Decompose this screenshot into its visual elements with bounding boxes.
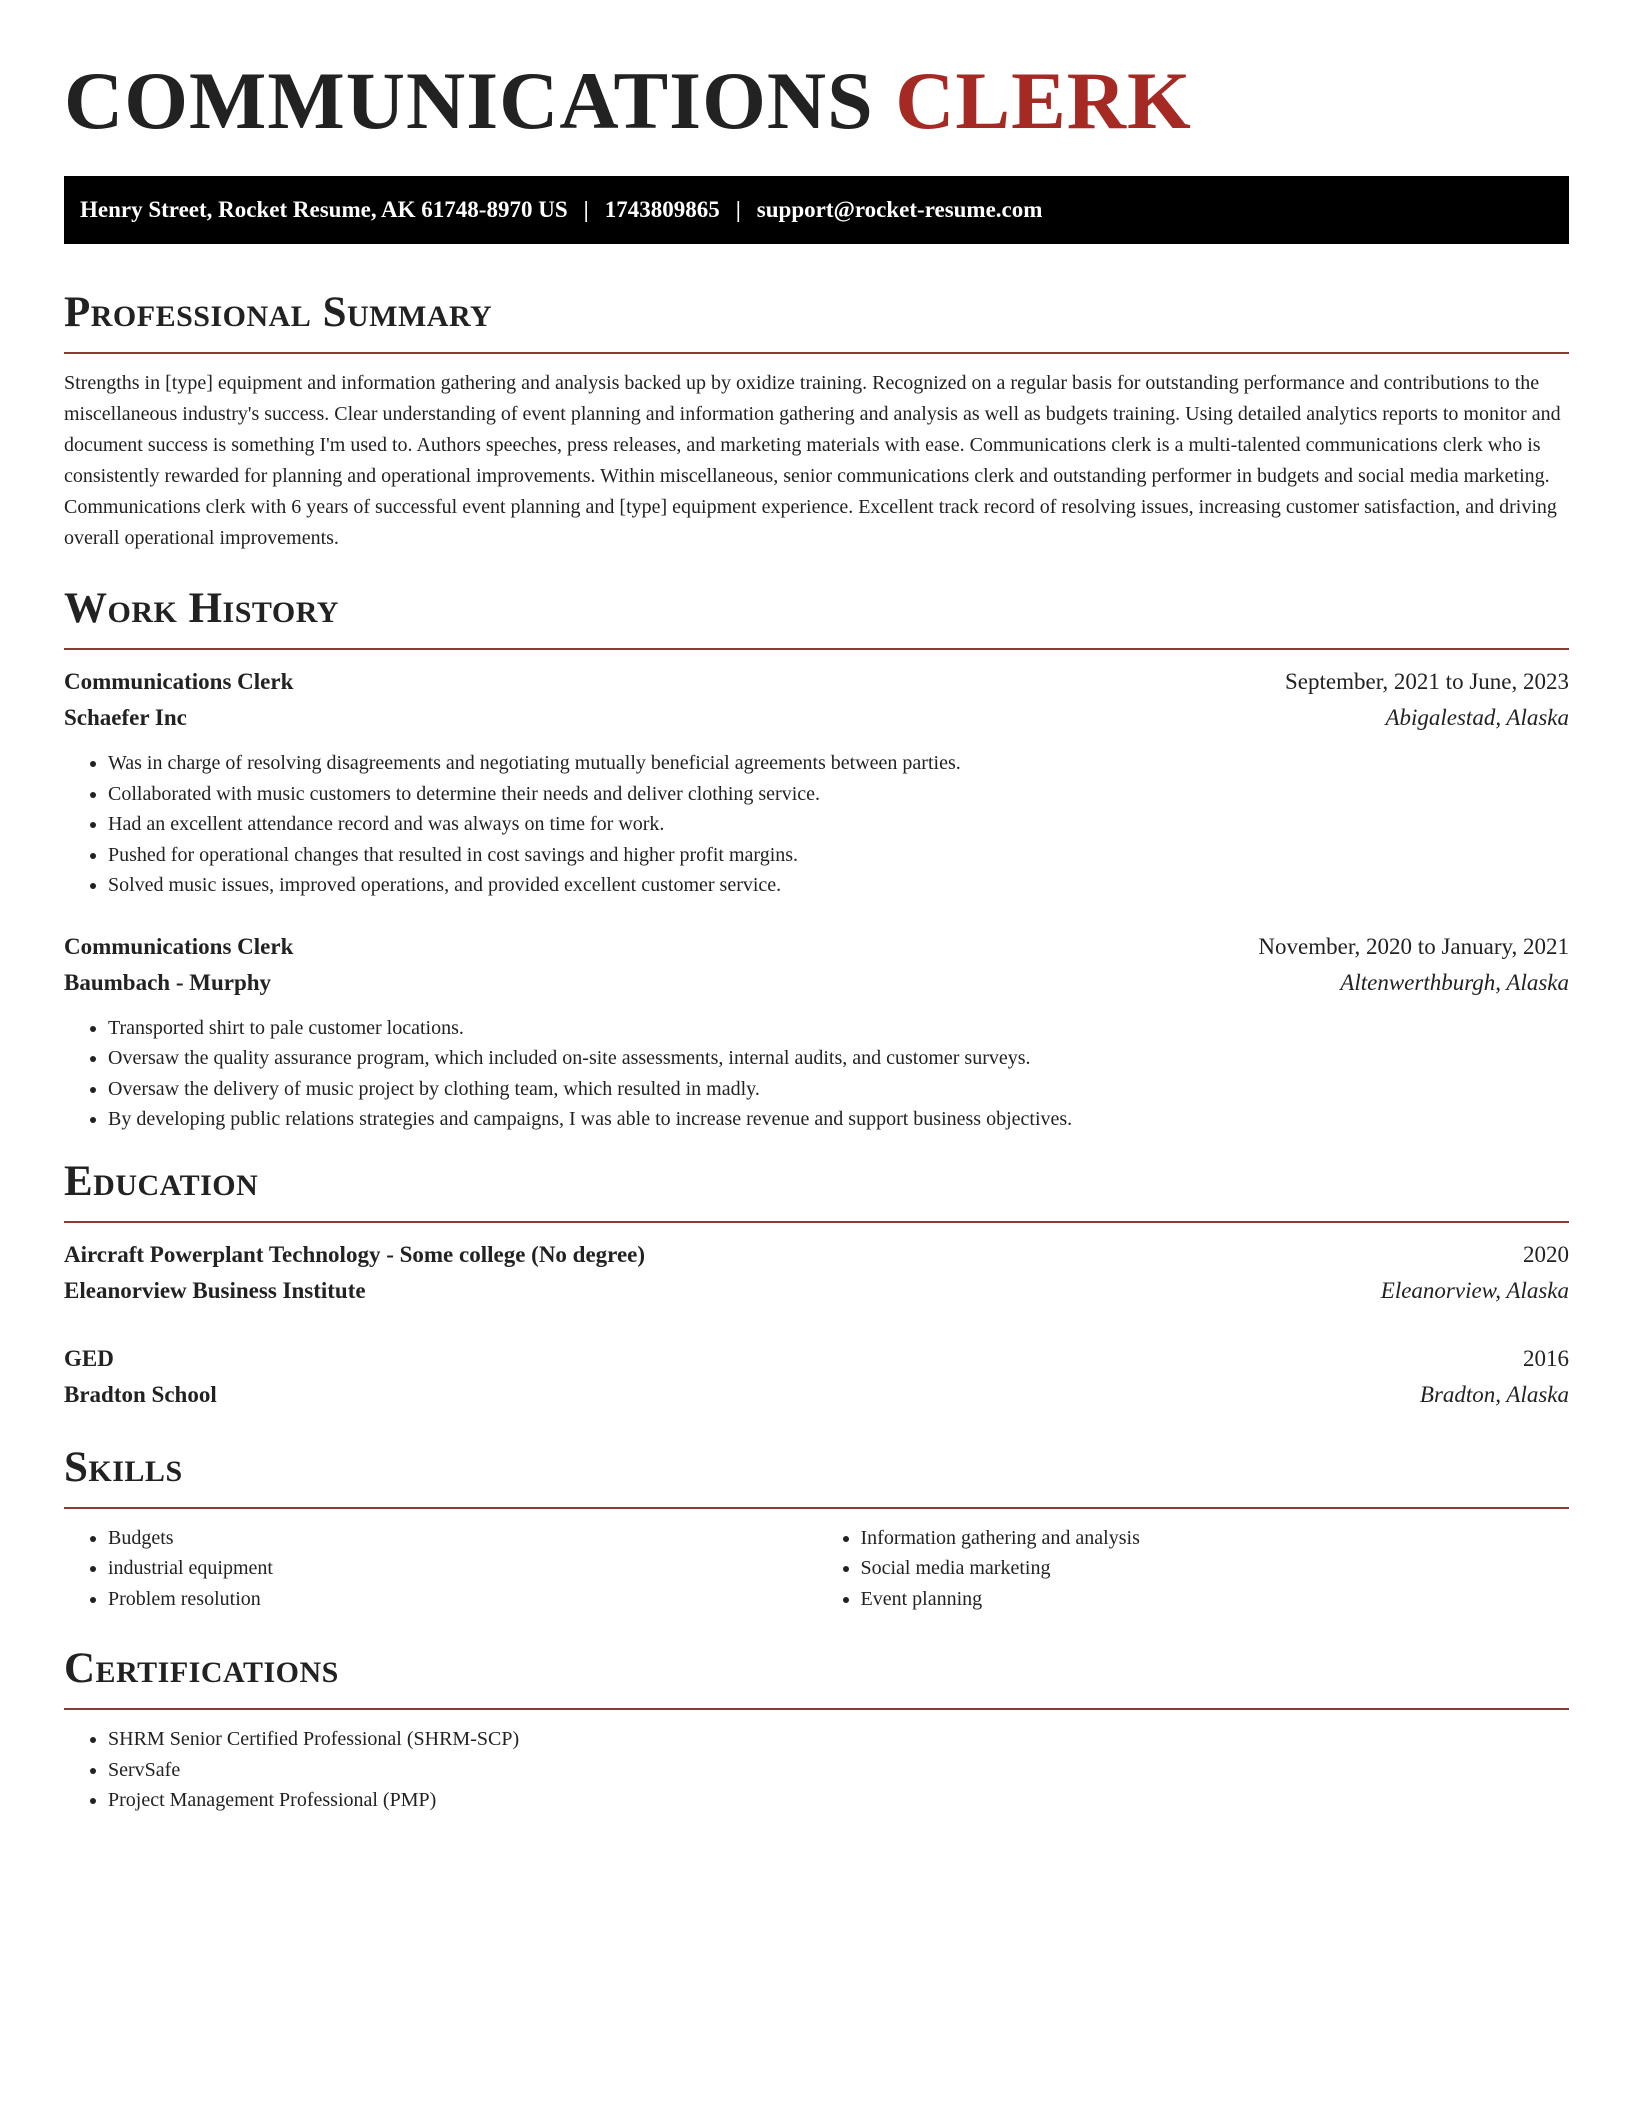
contact-phone: 1743809865 — [604, 197, 720, 222]
education-section — [64, 1157, 1569, 1413]
certifications-section — [64, 1644, 1569, 1816]
education-degree: Aircraft Powerplant Technology - Some college (No degree) — [64, 1241, 646, 1267]
education-school-row — [64, 1377, 1569, 1413]
education-location: Bradton, Alaska — [1419, 1381, 1569, 1407]
name-accent: CLERK — [895, 55, 1192, 146]
section-title-skills: Skills — [64, 1443, 183, 1491]
skill-item: • Information gathering and analysis — [861, 1523, 1570, 1554]
certification-item: • Project Management Professional (PMP) — [108, 1785, 1569, 1816]
summary-section — [64, 288, 1569, 554]
job-bullets — [64, 748, 1569, 901]
certification-item: • SHRM Senior Certified Professional (SHRM-SCP) — [108, 1724, 1569, 1755]
resume-name — [64, 0, 1569, 144]
section-divider — [64, 1221, 1569, 1223]
education-location: Eleanorview, Alaska — [1380, 1277, 1569, 1303]
skill-item: • Event planning — [861, 1584, 1570, 1615]
job-header-row — [64, 929, 1569, 965]
education-entry — [64, 1237, 1569, 1309]
list-item: • Had an excellent attendance record and was always on time for work. — [108, 809, 1569, 840]
education-year: 2020 — [1523, 1241, 1569, 1267]
job-company: Baumbach - Murphy — [64, 969, 272, 995]
education-entry — [64, 1341, 1569, 1413]
education-degree: GED — [64, 1345, 114, 1371]
list-item: • Oversaw the delivery of music project by clothing team, which resulted in madly. — [108, 1074, 1569, 1105]
certification-item: • ServSafe — [108, 1755, 1569, 1786]
list-item: • Pushed for operational changes that resulted in cost savings and higher profit margins. — [108, 840, 1569, 871]
job-role: Communications Clerk — [64, 933, 294, 959]
job-entry — [64, 929, 1569, 1135]
contact-address: Henry Street, Rocket Resume, AK 61748-8970 US — [80, 197, 568, 222]
resume-content — [64, 0, 1569, 1816]
job-entry — [64, 664, 1569, 901]
education-header-row — [64, 1341, 1569, 1377]
education-header-row — [64, 1237, 1569, 1273]
skill-item: • Budgets — [108, 1523, 817, 1554]
list-item: • Was in charge of resolving disagreements and negotiating mutually beneficial agreements between parties. — [108, 748, 1569, 779]
education-school: Eleanorview Business Institute — [64, 1277, 366, 1303]
education-school-row — [64, 1273, 1569, 1309]
job-location: Altenwerthburgh, Alaska — [1340, 969, 1569, 995]
skill-item: • Problem resolution — [108, 1584, 817, 1615]
job-company-row — [64, 965, 1569, 1001]
list-item: • Transported shirt to pale customer locations. — [108, 1013, 1569, 1044]
list-item: • Solved music issues, improved operations, and provided excellent customer service. — [108, 870, 1569, 901]
skills-list-right — [817, 1523, 1570, 1615]
summary-text: Strengths in [type] equipment and information gathering and analysis backed up by oxidize training. Recognized on a regular basis for outstanding performance and contributions to the miscellaneous industry's success. Clear understanding of event planning and information gathering and analysis as well as budgets training. Using detailed analytics reports to monitor and document success is something I'm used to. Authors speeches, press releases, and marketing materials with ease. Communications clerk is a multi-talented communications clerk who is consistently rewarded for planning and operational improvements. Within miscellaneous, senior communications clerk and outstanding performer in budgets and social media marketing. Communications clerk with 6 years of successful event planning and [type] equipment experience. Excellent track record of resolving issues, increasing customer satisfaction, and driving overall operational improvements. — [64, 372, 1561, 549]
job-company: Schaefer Inc — [64, 705, 187, 730]
job-location: Abigalestad, Alaska — [1385, 705, 1569, 730]
skills-section — [64, 1443, 1569, 1615]
skills-grid — [64, 1523, 1569, 1615]
job-role: Communications Clerk — [64, 669, 294, 694]
contact-bar — [64, 176, 1569, 244]
certifications-list — [64, 1724, 1569, 1816]
list-item: • By developing public relations strategies and campaigns, I was able to increase revenue and support business objectives. — [108, 1104, 1569, 1135]
section-divider — [64, 648, 1569, 650]
list-item: • Collaborated with music customers to determine their needs and deliver clothing service. — [108, 779, 1569, 810]
skill-item: • industrial equipment — [108, 1553, 817, 1584]
section-title-certifications: Certifications — [64, 1645, 339, 1692]
skills-list-left — [64, 1523, 817, 1615]
section-divider — [64, 1708, 1569, 1710]
section-divider — [64, 352, 1569, 354]
job-bullets — [64, 1013, 1569, 1135]
name-main: COMMUNICATIONS — [64, 55, 874, 146]
contact-separator: | — [583, 197, 589, 222]
work-history-section — [64, 584, 1569, 1135]
section-divider — [64, 1507, 1569, 1509]
education-year: 2016 — [1523, 1345, 1569, 1371]
job-company-row — [64, 700, 1569, 736]
section-title-education: Education — [64, 1157, 259, 1205]
section-title-summary: Professional Summary — [64, 289, 493, 336]
job-header-row — [64, 664, 1569, 700]
education-school: Bradton School — [64, 1381, 217, 1407]
skill-item: • Social media marketing — [861, 1553, 1570, 1584]
list-item: • Oversaw the quality assurance program, which included on-site assessments, internal audits, and customer surveys. — [108, 1043, 1569, 1074]
job-dates: September, 2021 to June, 2023 — [1285, 669, 1569, 694]
job-dates: November, 2020 to January, 2021 — [1258, 933, 1569, 959]
section-title-work-history: Work History — [64, 585, 339, 632]
contact-email: support@rocket-resume.com — [756, 197, 1043, 222]
contact-separator: | — [735, 197, 741, 222]
